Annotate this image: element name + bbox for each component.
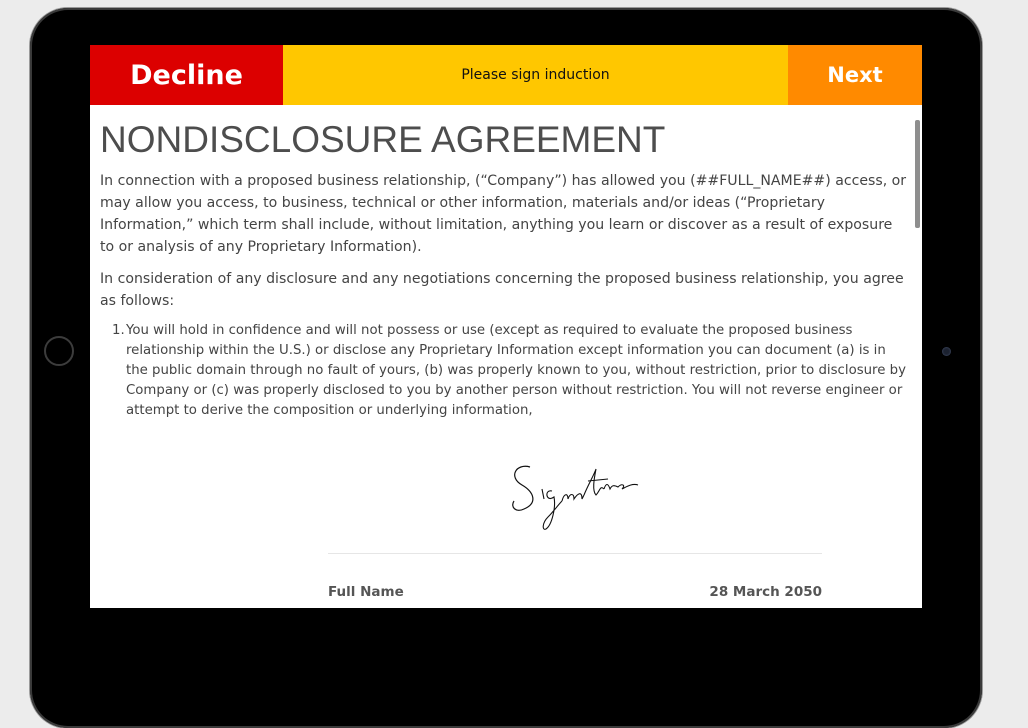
agreement-document[interactable] — [90, 105, 912, 425]
list-item-number: 1. — [112, 323, 125, 338]
document-paragraph: In consideration of any disclosure and any negotiations concerning the proposed business relationship, you agree as follows: — [100, 271, 904, 309]
next-button[interactable]: Next — [788, 45, 922, 105]
list-item — [112, 321, 906, 421]
top-bar — [90, 45, 922, 105]
tablet-frame — [30, 8, 982, 728]
signature-date: 28 March 2050 — [709, 584, 822, 600]
document-paragraph: In connection with a proposed business relationship, (“Company”) has allowed you (##FULL_NAME##) access, or may allow you access, to business, technical or other information, materials and/or ideas (“Proprietary Information,” which term shall include, without limitation, anything you learn or discover as a result of exposure to or analysis of any Proprietary Information). — [100, 173, 907, 255]
screen — [90, 45, 922, 608]
signature-area[interactable] — [328, 445, 822, 561]
document-scrollbar[interactable] — [915, 120, 920, 228]
page-title: Please sign induction — [283, 45, 788, 105]
list-item-text: You will hold in confidence and will not possess or use (except as required to evaluate the proposed business relationship within the U.S.) or disclose any Proprietary Information except information you can document (a) is in the public domain through no fault of yours, (b) was properly known to you, without restriction, prior to disclosure by Company or (c) was properly disclosed to you by another person without restriction. You will not reverse engineer or attempt to derive the composition or underlying information, — [126, 323, 906, 418]
signature-line — [328, 553, 822, 554]
full-name-label: Full Name — [328, 584, 404, 600]
signature-drawing — [508, 455, 648, 535]
document-title: NONDISCLOSURE AGREEMENT — [100, 119, 666, 160]
home-button[interactable] — [44, 336, 74, 366]
camera-icon — [942, 347, 951, 356]
decline-button[interactable]: Decline — [90, 45, 283, 105]
